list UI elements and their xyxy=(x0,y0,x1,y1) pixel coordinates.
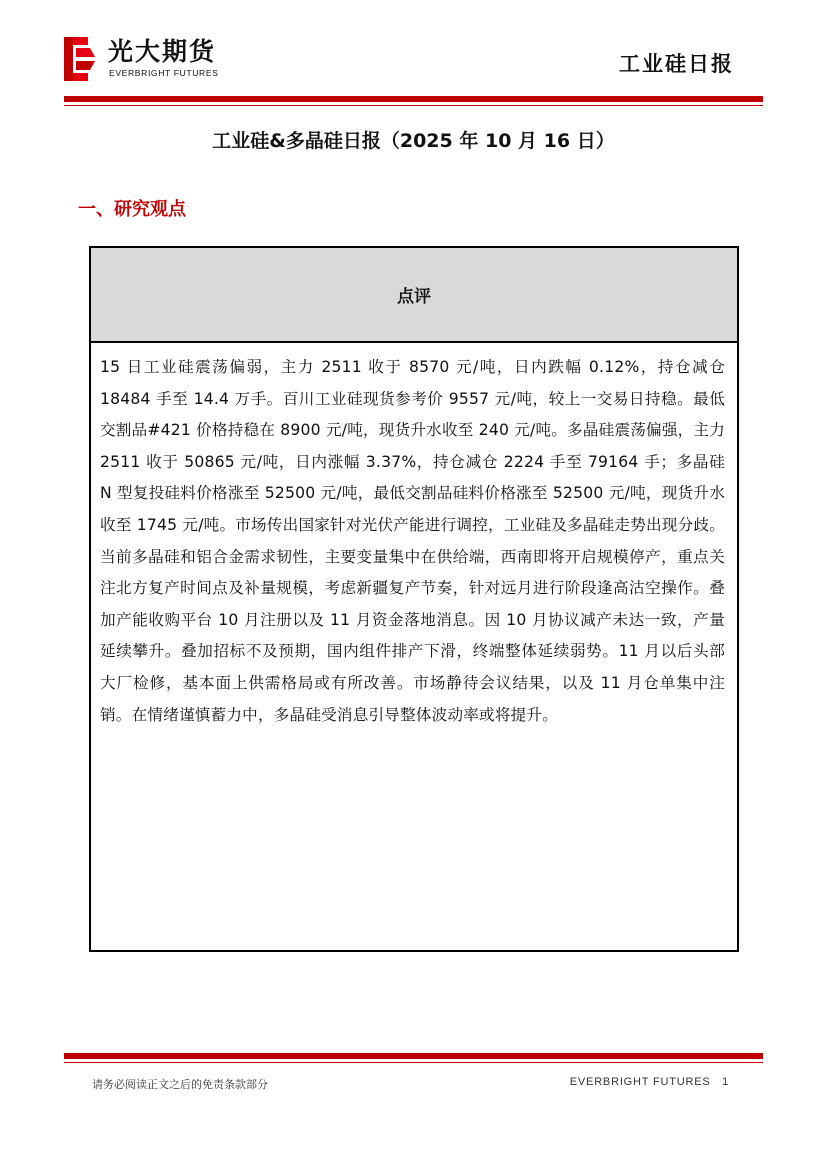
comment-table xyxy=(89,246,739,952)
comment-table-body: 15 日工业硅震荡偏弱，主力 2511 收于 8570 元/吨，日内跌幅 0.12%，持仓减仓 18484 手至 14.4 万手。百川工业硅现货参考价 9557 元/吨，较上一交易日持稳。最低交割品#421 价格持稳在 8900 元/吨，现货升水收至 240 元/吨。多晶硅震荡偏强，主力 2511 收于 50865 元/吨，日内涨幅 3.37%，持仓减仓 2224 手至 79164 手；多晶硅 N 型复投硅料价格涨至 52500 元/吨，最低交割品硅料价格涨至 52500 元/吨，现货升水收至 1745 元/吨。市场传出国家针对光伏产能进行调控，工业硅及多晶硅走势出现分歧。当前多晶硅和铝合金需求韧性，主要变量集中在供给端，西南即将开启规模停产，重点关注北方复产时间点及补量规模，考虑新疆复产节奏，针对远月进行阶段逢高沽空操作。叠加产能收购平台 10 月注册以及 11 月资金落地消息。因 10 月协议减产未达一致，产量延续攀升。叠加招标不及预期，国内组件排产下滑，终端整体延续弱势。11 月以后头部大厂检修，基本面上供需格局或有所改善。市场静待会议结果，以及 11 月仓单集中注销。在情绪谨慎蓄力中，多晶硅受消息引导整体波动率或将提升。 xyxy=(100,358,725,724)
footer-company-page xyxy=(570,1076,729,1088)
report-type-title: 工业硅日报 xyxy=(619,52,734,76)
header-divider xyxy=(64,96,763,102)
footer-divider-thin xyxy=(64,1062,763,1063)
logo-chinese-name: 光大期货 xyxy=(108,37,217,66)
footer-divider xyxy=(64,1053,763,1059)
logo-english-name: EVERBRIGHT FUTURES xyxy=(109,68,219,78)
everbright-logo-icon xyxy=(64,37,98,81)
comment-table-header: 点评 xyxy=(91,248,737,343)
header-divider-thin xyxy=(64,105,763,106)
document-title: 工业硅&多晶硅日报（2025 年 10 月 16 日） xyxy=(212,130,615,152)
company-logo xyxy=(64,37,234,83)
page-number: 1 xyxy=(722,1076,729,1088)
footer-company: EVERBRIGHT FUTURES xyxy=(569,1076,711,1088)
section-heading: 一、研究观点 xyxy=(78,199,186,220)
footer-disclaimer: 请务必阅读正文之后的免责条款部分 xyxy=(92,1078,268,1091)
